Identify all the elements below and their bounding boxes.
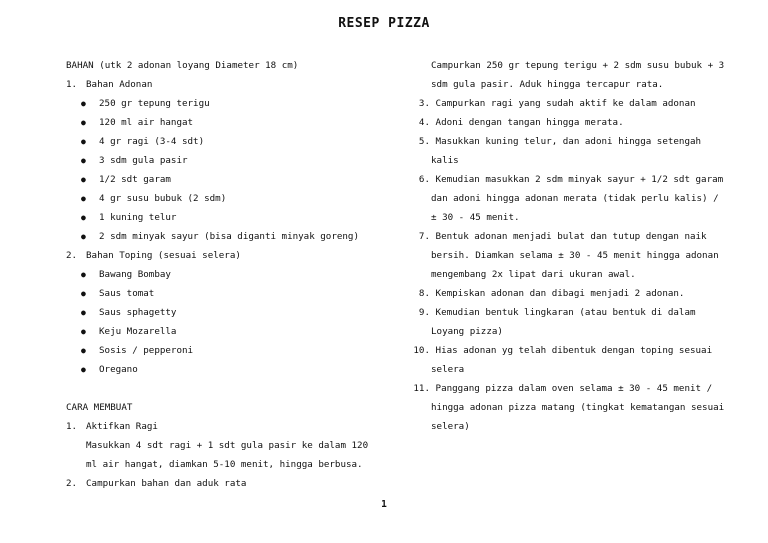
step-item [408,94,748,113]
bullet-icon: ● [81,99,86,108]
list-item: ● Saus sphagetty [66,303,396,322]
list-item: ● 3 sdm gula pasir [66,151,396,170]
step-line: Bentuk adonan menjadi bulat dan tutup dengan naik [435,231,707,242]
group-toping [66,246,396,265]
list-item: ● Keju Mozarella [66,322,396,341]
step-line: Kemudian bentuk lingkaran (atau bentuk di dalam [435,307,696,318]
list-item: ● 4 gr susu bubuk (2 sdm) [66,189,396,208]
step-line: hingga adonan pizza matang (tingkat kematangan sesuai [431,402,725,413]
step-line: Masukkan kuning telur, dan adoni hingga setengah [435,136,702,147]
step-text [408,398,748,417]
step-item [408,113,748,132]
list-item: ● 1/2 sdt garam [66,170,396,189]
step-item [408,379,748,398]
spacer [66,379,396,398]
list-item: ● Oregano [66,360,396,379]
step-line: Hias adonan yg telah dibentuk dengan toping sesuai [435,345,713,356]
step-label: Aktifkan Ragi [86,421,158,432]
step-item [408,284,748,303]
step-line: Panggang pizza dalam oven selama ± 30 - 45 menit / [435,383,713,394]
bullet-icon: ● [81,365,86,374]
step-line: Loyang pizza) [431,326,503,337]
bullet-icon: ● [81,213,86,222]
step-text: ml air hangat, diamkan 5-10 menit, hingga berbusa. [86,459,363,470]
step-text [408,208,748,227]
bullet-icon: ● [81,194,86,203]
step-line: mengembang 2x lipat dari ukuran awal. [431,269,636,280]
step-line: Kemudian masukkan 2 sdm minyak sayur + 1/2 sdt garam [435,174,724,185]
bullet-icon: ● [81,327,86,336]
group-adonan [66,75,396,94]
list-item: ● Sosis / pepperoni [66,341,396,360]
step-label: Campurkan bahan dan aduk rata [86,478,247,489]
step-number: 11. [413,383,430,394]
step-text: Masukkan 4 sdt ragi + 1 sdt gula pasir ke dalam 120 [86,440,369,451]
bullet-icon: ● [81,156,86,165]
bullet-icon: ● [81,289,86,298]
list-item: ● 1 kuning telur [66,208,396,227]
step-text [408,360,748,379]
list-item: ● Saus tomat [66,284,396,303]
list-item: ● 2 sdm minyak sayur (bisa diganti minyak goreng) [66,227,396,246]
adonan-list [66,94,396,246]
step-line: Campurkan ragi yang sudah aktif ke dalam adonan [435,98,696,109]
step-line: ± 30 - 45 menit. [431,212,520,223]
list-item: ● 120 ml air hangat [66,113,396,132]
step-number: 6. [418,174,430,185]
cara-header: CARA MEMBUAT [66,402,133,413]
bullet-icon: ● [81,308,86,317]
group-number: 1. [66,79,78,90]
step-line: bersih. Diamkan selama ± 30 - 45 menit hingga adonan [431,250,719,261]
group-number: 2. [66,250,78,261]
step-text: Campurkan 250 gr tepung terigu + 2 sdm susu bubuk + 3 [431,60,725,71]
toping-list [66,265,396,379]
step-number: 1. [66,421,78,432]
step-number: 4. [418,117,430,128]
right-column [408,56,748,436]
bullet-icon: ● [81,270,86,279]
step-number: 3. [418,98,430,109]
step-text [408,417,748,436]
step-number: 10. [413,345,430,356]
step-line: Kempiskan adonan dan dibagi menjadi 2 adonan. [435,288,685,299]
step-item [408,170,748,189]
list-item: ● Bawang Bombay [66,265,396,284]
step-number: 7. [418,231,430,242]
step-1 [66,417,396,436]
step-item [408,132,748,151]
step-number: 5. [418,136,430,147]
step-text [408,151,748,170]
step-line: dan adoni hingga adonan merata (tidak perlu kalis) / [431,193,719,204]
left-column [66,56,396,493]
group-label: Bahan Adonan [86,79,153,90]
bullet-icon: ● [81,137,86,146]
step-number: 8. [418,288,430,299]
step-line: selera) [431,421,470,432]
page-title: RESEP PIZZA [338,16,430,31]
bullet-icon: ● [81,175,86,184]
step-2 [66,474,396,493]
step-text [408,246,748,265]
bullet-icon: ● [81,118,86,127]
bahan-header: BAHAN (utk 2 adonan loyang Diameter 18 cm) [66,60,299,71]
bullet-icon: ● [81,232,86,241]
page-number: 1 [381,499,387,510]
steps-list [408,94,748,436]
step-text [408,265,748,284]
list-item: ● 250 gr tepung terigu [66,94,396,113]
step-line: selera [431,364,465,375]
bullet-icon: ● [81,346,86,355]
list-item: ● 4 gr ragi (3-4 sdt) [66,132,396,151]
step-line: Adoni dengan tangan hingga merata. [435,117,624,128]
step-text [408,189,748,208]
step-text: sdm gula pasir. Aduk hingga tercapur rata. [431,79,664,90]
step-item [408,303,748,322]
group-label: Bahan Toping (sesuai selera) [86,250,241,261]
step-text [408,322,748,341]
step-number: 9. [418,307,430,318]
step-item [408,341,748,360]
step-item [408,227,748,246]
step-number: 2. [66,478,78,489]
step-line: kalis [431,155,459,166]
